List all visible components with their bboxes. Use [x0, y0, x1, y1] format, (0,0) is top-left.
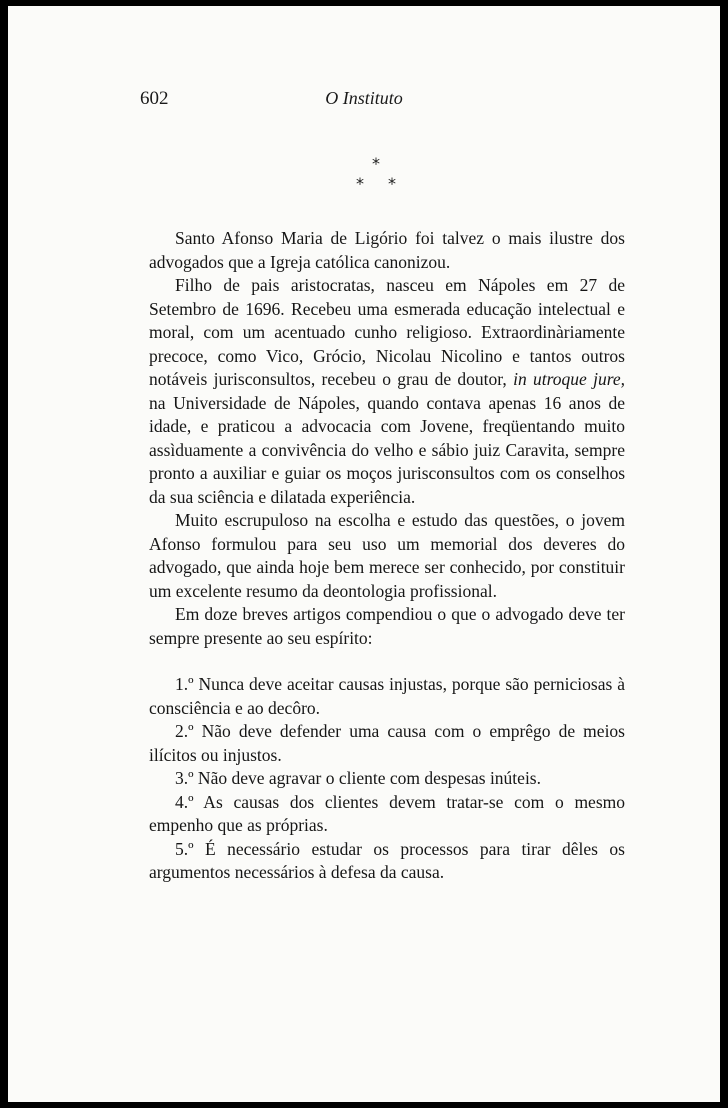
rule-item-4: 4.º As causas dos clientes devem tratar-se com o mesmo empenho que as próprias.: [149, 791, 625, 835]
paragraph-2-latin-phrase: in utroque jure,: [513, 369, 625, 389]
asterism-ornament: [338, 156, 418, 200]
rule-item-2: 2.º Não deve defender uma causa com o emprêgo de meios ilícitos ou injustos.: [149, 721, 625, 765]
rule-item-1: 1.º Nunca deve aceitar causas injustas, porque são perniciosas à consciência e ao decôro.: [149, 674, 625, 718]
book-page: [8, 6, 720, 1102]
paragraph-2-text-after: na Universidade de Nápoles, quando contava apenas 16 anos de idade, e praticou a advocacia com Jovene, freqüentando muito assìduamente a convivência do velho e sábio juiz Caravita, sempre pronto a auxiliar e guiar os moços jurisconsultos com os conselhos da sua sciência e dilatada experiência.: [149, 392, 625, 507]
asterism-star-right: *: [388, 174, 396, 193]
paragraph-3: Muito escrupuloso na escolha e estudo das questões, o jovem Afonso formulou para seu uso um memorial dos deveres do advogado, que ainda hoje bem merece ser conhecido, por constituir um excelente resumo da deontologia profissional.: [149, 510, 625, 601]
rule-item-5: 5.º É necessário estudar os processos para tirar dêles os argumentos necessários à defesa da causa.: [149, 838, 625, 882]
page-header: [8, 88, 720, 112]
rule-item-3: 3.º Não deve agravar o cliente com despesas inúteis.: [175, 768, 541, 788]
paragraph-4: Em doze breves artigos compendiou o que o advogado deve ter sempre presente ao seu espírito:: [149, 604, 625, 648]
body-text: [149, 227, 625, 885]
paragraph-2: [149, 274, 625, 509]
paragraph-1: Santo Afonso Maria de Ligório foi talvez o mais ilustre dos advogados que a Igreja católica canonizou.: [149, 228, 625, 272]
asterism-star-left: *: [356, 174, 364, 193]
running-title: O Instituto: [325, 88, 403, 108]
page-number: 602: [140, 88, 169, 109]
paragraph-2-text-before: Filho de pais aristocratas, nasceu em Nápoles em 27 de Setembro de 1696. Recebeu uma esmerada educação intelectual e moral, com um acentuado cunho religioso. Extraordinàriamente precoce, como Vico, Grócio, Nicolau Nicolino e tantos outros notáveis jurisconsultos, recebeu o grau de doutor,: [149, 275, 625, 389]
asterism-star-top: *: [372, 154, 380, 173]
